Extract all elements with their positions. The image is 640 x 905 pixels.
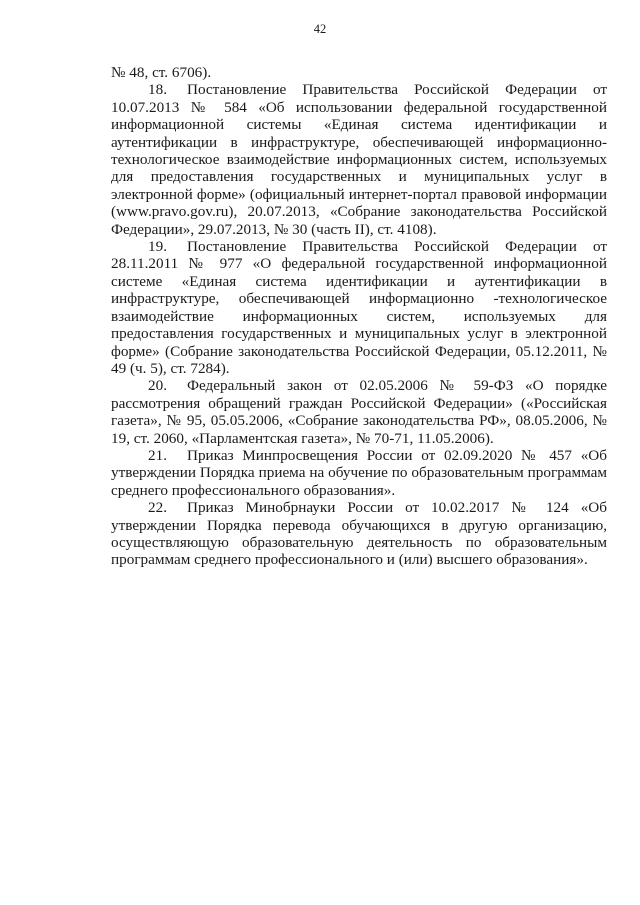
item-text: Приказ Минпросвещения России от 02.09.2020 № 457 «Об утверждении Порядка приема на обучение по образовательным программам среднего профессионального образования». [111, 446, 607, 499]
item-text: Постановление Правительства Российской Федерации от 28.11.2011 № 977 «О федеральной государственной информационной системе «Единая система идентификации и аутентификации в инфраструктуре, обеспечивающей информационно -технологическое взаимодействие информационных систем, используемых для предоставления государственных и муниципальных услуг в электронной форме» (Собрание законодательства Российской Федерации, 05.12.2011, № 49 (ч. 5), ст. 7284). [111, 238, 607, 377]
page-number: 42 [313, 22, 327, 36]
item-number: 21. [148, 446, 167, 464]
item-text: Приказ Минобрнауки России от 10.02.2017 № 124 «Об утверждении Порядка перевода обучающихся в другую организацию, осуществляющую образовательную деятельность по образовательным программам среднего профессионального и (или) высшего образования». [111, 499, 607, 569]
continuation-text: № 48, ст. 6706). [111, 64, 212, 81]
list-item [111, 447, 607, 499]
item-number: 19. [148, 238, 167, 256]
item-text: Постановление Правительства Российской Федерации от 10.07.2013 № 584 «Об использовании федеральной государственной информационной системы «Единая система идентификации и аутентификации в инфраструктуре, обеспечивающей информационно-технологическое взаимодействие информационных систем, используемых для предоставления государственных и муниципальных услуг в электронной форме» (официальный интернет-портал правовой информации (www.pravo.gov.ru), 20.07.2013, «Собрание законодательства Российской Федерации», 29.07.2013, № 30 (часть II), ст. 4108). [111, 81, 607, 238]
list-item [111, 377, 607, 447]
list-item [111, 499, 607, 569]
document-body [111, 64, 607, 569]
list-item [111, 238, 607, 377]
list-item [111, 81, 607, 238]
item-number: 20. [148, 377, 167, 395]
item-text: Федеральный закон от 02.05.2006 № 59-ФЗ «О порядке рассмотрения обращений граждан Российской Федерации» («Российская газета», № 95, 05.05.2006, «Собрание законодательства РФ», 08.05.2006, № 19, ст. 2060, «Парламентская газета», № 70-71, 11.05.2006). [111, 377, 607, 447]
item-number: 22. [148, 499, 167, 517]
item-number: 18. [148, 81, 167, 99]
